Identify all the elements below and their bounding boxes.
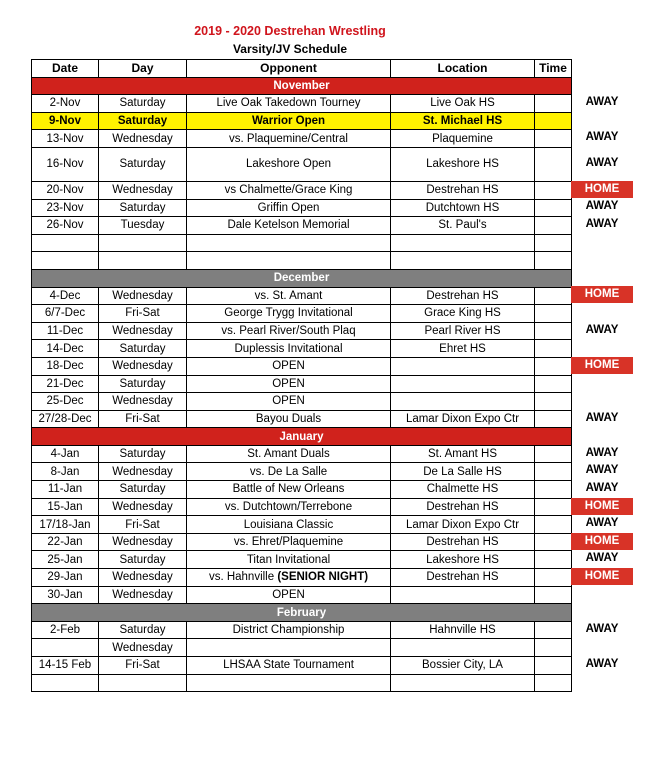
cell-time	[535, 639, 572, 657]
table-row	[32, 340, 572, 358]
cell-opponent: vs. Hahnville (SENIOR NIGHT)	[187, 569, 391, 587]
table-row	[32, 199, 572, 217]
cell-date: 20-Nov	[32, 181, 99, 199]
cell-day: Saturday	[99, 112, 187, 130]
cell-opponent: Lakeshore Open	[187, 147, 391, 181]
cell-location: Lamar Dixon Expo Ctr	[391, 516, 535, 534]
cell-opponent: vs. Dutchtown/Terrebone	[187, 498, 391, 516]
cell-day: Wednesday	[99, 287, 187, 305]
away-label: AWAY	[585, 411, 619, 424]
month-label: January	[32, 428, 572, 446]
month-header-row	[32, 77, 572, 95]
page-subtitle: Varsity/JV Schedule	[232, 42, 348, 56]
cell-time	[535, 445, 572, 463]
cell-location: Live Oak HS	[391, 95, 535, 113]
cell-day: Wednesday	[99, 357, 187, 375]
table-row	[32, 410, 572, 428]
month-label: December	[32, 269, 572, 287]
table-row	[32, 181, 572, 199]
away-label: AWAY	[585, 552, 619, 565]
cell-day: Wednesday	[99, 498, 187, 516]
table-row	[32, 516, 572, 534]
month-label: February	[32, 604, 572, 622]
cell-opponent: vs Chalmette/Grace King	[187, 181, 391, 199]
cell-date: 6/7-Dec	[32, 305, 99, 323]
cell-time	[535, 516, 572, 534]
cell-day: Saturday	[99, 199, 187, 217]
cell-date	[32, 639, 99, 657]
away-label: AWAY	[585, 622, 619, 635]
cell-day: Wednesday	[99, 463, 187, 481]
cell-opponent: vs. Ehret/Plaquemine	[187, 533, 391, 551]
cell-time	[535, 586, 572, 604]
home-badge: HOME	[571, 181, 633, 198]
cell-time	[535, 375, 572, 393]
cell-time	[535, 463, 572, 481]
cell-time	[535, 410, 572, 428]
cell-location: Lakeshore HS	[391, 147, 535, 181]
table-row	[32, 322, 572, 340]
home-badge: HOME	[571, 498, 633, 515]
away-label: AWAY	[585, 200, 619, 213]
cell-date: 16-Nov	[32, 147, 99, 181]
cell-day: Saturday	[99, 551, 187, 569]
cell-location: St. Paul's	[391, 217, 535, 235]
cell-location	[391, 586, 535, 604]
cell-date: 9-Nov	[32, 112, 99, 130]
cell-day: Saturday	[99, 445, 187, 463]
cell-day	[99, 674, 187, 692]
cell-time	[535, 340, 572, 358]
cell-time	[535, 287, 572, 305]
cell-opponent: Bayou Duals	[187, 410, 391, 428]
cell-time	[535, 217, 572, 235]
cell-day: Fri-Sat	[99, 305, 187, 323]
cell-location	[391, 375, 535, 393]
cell-date: 22-Jan	[32, 533, 99, 551]
cell-location: Hahnville HS	[391, 621, 535, 639]
cell-opponent: vs. De La Salle	[187, 463, 391, 481]
cell-time	[535, 112, 572, 130]
cell-day: Wednesday	[99, 181, 187, 199]
cell-time	[535, 674, 572, 692]
month-header-row	[32, 604, 572, 622]
cell-time	[535, 305, 572, 323]
month-header-row	[32, 428, 572, 446]
cell-day: Wednesday	[99, 393, 187, 411]
cell-day: Tuesday	[99, 217, 187, 235]
table-row	[32, 533, 572, 551]
cell-location	[391, 674, 535, 692]
cell-location: Dutchtown HS	[391, 199, 535, 217]
table-row	[32, 305, 572, 323]
cell-opponent: vs. Plaquemine/Central	[187, 130, 391, 148]
cell-date: 30-Jan	[32, 586, 99, 604]
cell-location: Destrehan HS	[391, 287, 535, 305]
cell-time	[535, 252, 572, 270]
cell-date: 11-Dec	[32, 322, 99, 340]
home-badge: HOME	[571, 286, 633, 303]
column-header-day: Day	[99, 60, 187, 78]
cell-date: 23-Nov	[32, 199, 99, 217]
home-badge: HOME	[571, 568, 633, 585]
cell-time	[535, 551, 572, 569]
cell-date: 29-Jan	[32, 569, 99, 587]
table-row	[32, 639, 572, 657]
table-row	[32, 130, 572, 148]
cell-day: Fri-Sat	[99, 516, 187, 534]
cell-time	[535, 95, 572, 113]
table-row	[32, 287, 572, 305]
cell-opponent: OPEN	[187, 375, 391, 393]
cell-date: 13-Nov	[32, 130, 99, 148]
cell-location	[391, 234, 535, 252]
cell-location: Pearl River HS	[391, 322, 535, 340]
schedule-table	[31, 59, 572, 692]
cell-location: Plaquemine	[391, 130, 535, 148]
cell-opponent: George Trygg Invitational	[187, 305, 391, 323]
table-row	[32, 463, 572, 481]
cell-date: 2-Feb	[32, 621, 99, 639]
cell-location: De La Salle HS	[391, 463, 535, 481]
cell-day: Saturday	[99, 481, 187, 499]
cell-time	[535, 533, 572, 551]
column-header-date: Date	[32, 60, 99, 78]
cell-opponent: Dale Ketelson Memorial	[187, 217, 391, 235]
cell-date: 4-Dec	[32, 287, 99, 305]
cell-location: St. Michael HS	[391, 112, 535, 130]
cell-opponent: Live Oak Takedown Tourney	[187, 95, 391, 113]
cell-date: 26-Nov	[32, 217, 99, 235]
cell-date: 14-Dec	[32, 340, 99, 358]
cell-date: 25-Dec	[32, 393, 99, 411]
cell-opponent: OPEN	[187, 586, 391, 604]
cell-time	[535, 481, 572, 499]
cell-opponent	[187, 639, 391, 657]
column-header-opponent: Opponent	[187, 60, 391, 78]
cell-day: Saturday	[99, 340, 187, 358]
table-row	[32, 252, 572, 270]
table-row	[32, 586, 572, 604]
cell-date: 4-Jan	[32, 445, 99, 463]
table-row	[32, 569, 572, 587]
cell-time	[535, 357, 572, 375]
cell-date	[32, 674, 99, 692]
column-header-time: Time	[535, 60, 572, 78]
cell-opponent: vs. Pearl River/South Plaq	[187, 322, 391, 340]
cell-location	[391, 639, 535, 657]
cell-day: Fri-Sat	[99, 657, 187, 675]
cell-opponent: St. Amant Duals	[187, 445, 391, 463]
cell-time	[535, 621, 572, 639]
month-header-row	[32, 269, 572, 287]
cell-date	[32, 234, 99, 252]
cell-day: Saturday	[99, 375, 187, 393]
cell-location: Destrehan HS	[391, 181, 535, 199]
cell-date: 17/18-Jan	[32, 516, 99, 534]
cell-location: Ehret HS	[391, 340, 535, 358]
home-badge: HOME	[571, 357, 633, 374]
cell-time	[535, 657, 572, 675]
cell-location: Destrehan HS	[391, 533, 535, 551]
cell-time	[535, 199, 572, 217]
table-row	[32, 147, 572, 181]
cell-date: 18-Dec	[32, 357, 99, 375]
cell-day	[99, 234, 187, 252]
table-row	[32, 95, 572, 113]
cell-location	[391, 252, 535, 270]
cell-time	[535, 234, 572, 252]
cell-date: 14-15 Feb	[32, 657, 99, 675]
away-label: AWAY	[585, 446, 619, 459]
cell-time	[535, 147, 572, 181]
cell-opponent: Duplessis Invitational	[187, 340, 391, 358]
cell-time	[535, 181, 572, 199]
cell-location: Lamar Dixon Expo Ctr	[391, 410, 535, 428]
cell-opponent: Griffin Open	[187, 199, 391, 217]
table-row	[32, 498, 572, 516]
table-row	[32, 357, 572, 375]
away-label: AWAY	[585, 464, 619, 477]
cell-date	[32, 252, 99, 270]
table-row	[32, 217, 572, 235]
table-row	[32, 551, 572, 569]
cell-opponent: District Championship	[187, 621, 391, 639]
cell-day: Wednesday	[99, 130, 187, 148]
away-label: AWAY	[585, 217, 619, 230]
cell-date: 2-Nov	[32, 95, 99, 113]
table-row	[32, 445, 572, 463]
cell-opponent: OPEN	[187, 357, 391, 375]
table-row	[32, 234, 572, 252]
cell-date: 11-Jan	[32, 481, 99, 499]
cell-date: 25-Jan	[32, 551, 99, 569]
column-header-location: Location	[391, 60, 535, 78]
away-label: AWAY	[585, 323, 619, 336]
cell-location: St. Amant HS	[391, 445, 535, 463]
cell-location: Destrehan HS	[391, 569, 535, 587]
table-row	[32, 375, 572, 393]
cell-day: Saturday	[99, 95, 187, 113]
cell-location: Grace King HS	[391, 305, 535, 323]
cell-day	[99, 252, 187, 270]
table-row	[32, 481, 572, 499]
away-label: AWAY	[585, 517, 619, 530]
cell-location: Destrehan HS	[391, 498, 535, 516]
cell-opponent: OPEN	[187, 393, 391, 411]
cell-opponent: Warrior Open	[187, 112, 391, 130]
cell-date: 27/28-Dec	[32, 410, 99, 428]
cell-location: Chalmette HS	[391, 481, 535, 499]
cell-opponent	[187, 252, 391, 270]
cell-opponent: LHSAA State Tournament	[187, 657, 391, 675]
cell-day: Saturday	[99, 621, 187, 639]
table-row	[32, 112, 572, 130]
cell-time	[535, 130, 572, 148]
page-title: 2019 - 2020 Destrehan Wrestling	[194, 24, 386, 38]
schedule-body	[32, 77, 572, 692]
cell-location	[391, 357, 535, 375]
table-row	[32, 393, 572, 411]
cell-date: 21-Dec	[32, 375, 99, 393]
cell-day: Wednesday	[99, 322, 187, 340]
cell-location	[391, 393, 535, 411]
cell-opponent: Titan Invitational	[187, 551, 391, 569]
cell-time	[535, 393, 572, 411]
cell-location: Bossier City, LA	[391, 657, 535, 675]
home-badge: HOME	[571, 533, 633, 550]
away-label: AWAY	[585, 156, 619, 169]
month-label: November	[32, 77, 572, 95]
cell-opponent	[187, 234, 391, 252]
table-row	[32, 674, 572, 692]
cell-opponent: Battle of New Orleans	[187, 481, 391, 499]
cell-time	[535, 569, 572, 587]
cell-day: Wednesday	[99, 569, 187, 587]
table-header-row	[32, 60, 572, 78]
cell-day: Saturday	[99, 147, 187, 181]
cell-opponent: vs. St. Amant	[187, 287, 391, 305]
away-label: AWAY	[585, 131, 619, 144]
cell-date: 15-Jan	[32, 498, 99, 516]
cell-date: 8-Jan	[32, 463, 99, 481]
cell-time	[535, 322, 572, 340]
table-row	[32, 657, 572, 675]
cell-opponent	[187, 674, 391, 692]
away-label: AWAY	[585, 657, 619, 670]
cell-location: Lakeshore HS	[391, 551, 535, 569]
cell-day: Wednesday	[99, 586, 187, 604]
away-label: AWAY	[585, 95, 619, 108]
cell-day: Fri-Sat	[99, 410, 187, 428]
table-row	[32, 621, 572, 639]
away-label: AWAY	[585, 481, 619, 494]
cell-day: Wednesday	[99, 533, 187, 551]
cell-opponent: Louisiana Classic	[187, 516, 391, 534]
cell-time	[535, 498, 572, 516]
cell-day: Wednesday	[99, 639, 187, 657]
